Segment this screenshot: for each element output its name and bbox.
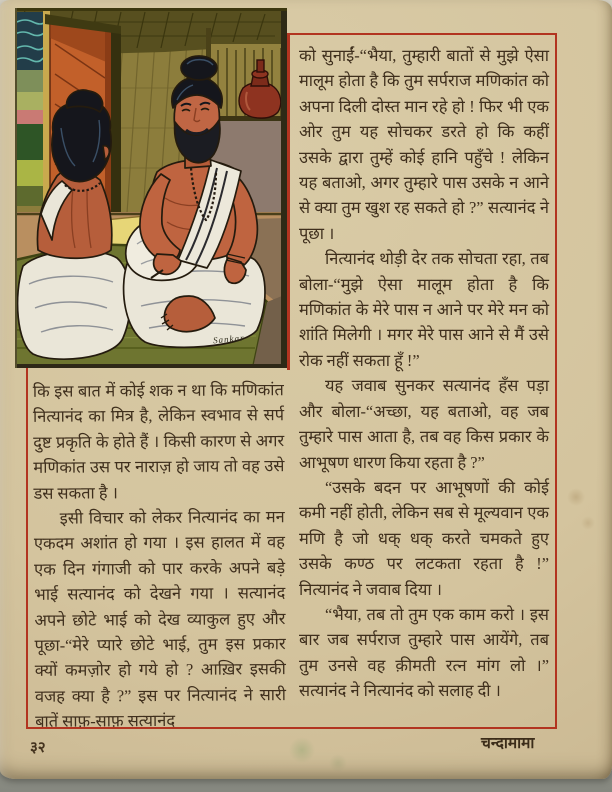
- story-paragraph: “उसके बदन पर आभूषणों की कोई कमी नहीं होती, लेकिन सब से मूल्यवान एक मणि है जो धक् धक् करते चमकते हुए उसके कण्ठ पर लटकता रहता है !” नित्यानंद ने जवाब दिया ।: [299, 477, 549, 599]
- door-frame-post: [111, 26, 121, 220]
- story-paragraph: “भैया, तब तो तुम एक काम करो । इस बार जब सर्पराज तुम्हारे पास आयेंगे, तब तुम उनसे वह क़ीमती रत्न मांग लो ।” सत्यानंद ने नित्यानंद को सलाह दी ।: [299, 604, 549, 701]
- shelf-edge: [211, 116, 287, 121]
- story-illustration: [15, 8, 287, 368]
- story-paragraph: को सुनाईं-“भैया, तुम्हारी बातों से मुझे ऐसा मालूम होता है कि तुम सर्पराज मणिकांत को अपना दिली दोस्त मान रहे हो ! फिर भी एक ओर तुम यह सोचकर डरते हो कि कहीं उसके द्वारा तुम्हें कोई हानि पहुँचे ! लेकिन यह बताओ, अगर तुम्हारे पास उसके न आने से क्या तुम खुश रह सकते हो ?” सत्यानंद ने पूछा ।: [299, 46, 549, 243]
- illustration-right-edge: [281, 8, 287, 368]
- illustration-top-edge: [15, 8, 287, 11]
- story-paragraph: नित्यानंद थोड़ी देर तक सोचता रहा, तब बोला-“मुझे ऐसा मालूम होता है कि मणिकांत के मेरे पास न आने पर मेरे मन को शांति मिलेगी । मगर मेरे पास आने से मैं उसे रोक नहीं सकता हूँ !”: [299, 249, 549, 370]
- doorway-landscape: [15, 12, 45, 206]
- story-paragraph: यह जवाब सुनकर सत्यानंद हँस पड़ा और बोला-“अच्छा, यह बताओ, वह जब तुम्हारे पास आता है, तब वह किस प्रकार के आभूषण धारण किया रहता है ?”: [299, 376, 549, 472]
- hut-scene-drawing: [15, 8, 287, 368]
- left-sage-hair: [52, 102, 111, 182]
- illustration-left-edge: [15, 8, 17, 368]
- column-divider-border: [287, 33, 290, 370]
- page-number: ३२: [30, 740, 46, 756]
- magazine-title: चन्दामामा: [481, 735, 535, 752]
- story-paragraph: कि इस बात में कोई शक न था कि मणिकांत नित्यानंद का मित्र है, लेकिन स्वभाव से सर्प दुष्ट प्रकृति के होते हैं । किसी कारण से अगर मणिकांत उस पर नाराज़ हो जाय तो वह उसे डस सकता है ।: [32, 380, 285, 503]
- story-paragraph: इसी विचार को लेकर नित्यानंद का मन एकदम अशांत हो गया । इस हालत में वह एक दिन गंगाजी को पार करके अपने बड़े भाई सत्यानंद को देखने गया । सत्यानंद अपने छोटे भाई को देख व्याकुल हुए और पूछा-“मेरे प्यारे छोटे भाई, तुम इस प्रकार क्यों कमज़ोर हो गये हो ? आख़िर इसकी वजह क्या है ?” इस पर नित्यानंद ने सारी बातें साफ़-साफ़ सत्यानंद: [33, 507, 287, 732]
- left-text-column: [33, 377, 286, 734]
- illustration-bottom-edge: [15, 364, 287, 368]
- artist-signature: Sankar: [212, 332, 245, 346]
- left-sage-dhoti: [18, 250, 131, 359]
- right-text-column: [299, 43, 549, 704]
